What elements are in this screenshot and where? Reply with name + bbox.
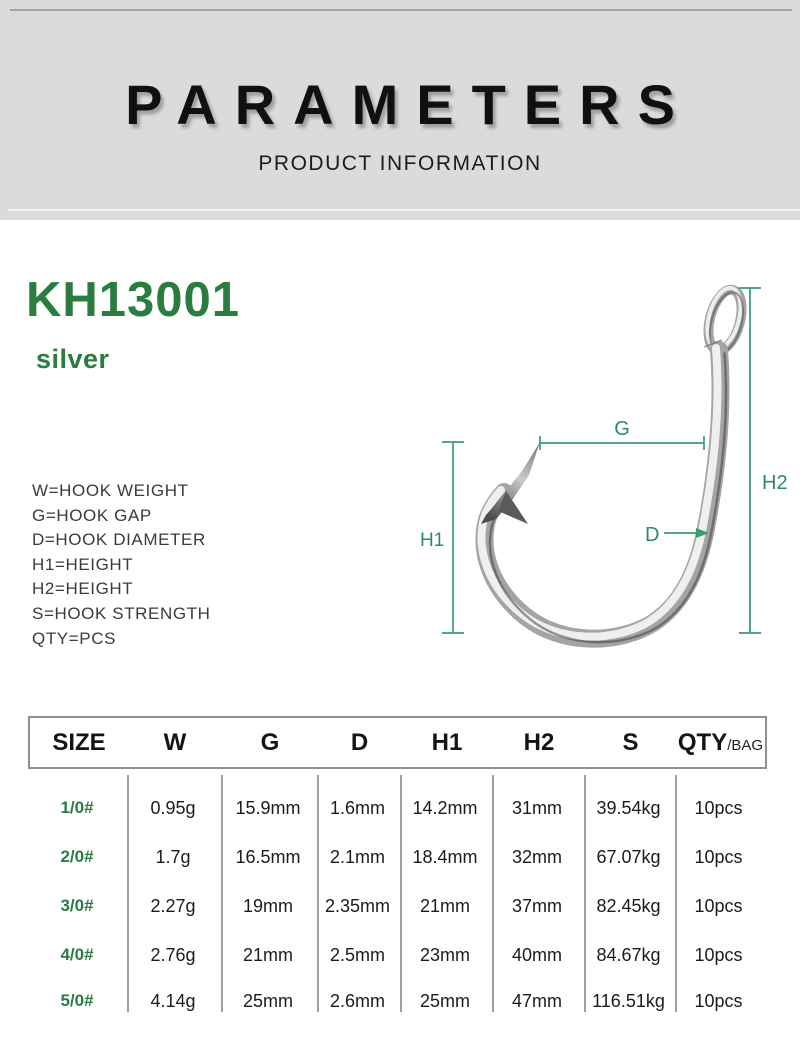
qty-cell: 10pcs (694, 944, 743, 965)
qty-per-bag-label: /BAG (727, 736, 764, 754)
col-header-h2: H2 (523, 728, 555, 756)
table-row (28, 893, 767, 919)
g-cell: 19mm (242, 895, 293, 916)
size-cell: 4/0# (60, 945, 94, 964)
col-header-g: G (260, 728, 280, 756)
col-header-qty (676, 729, 765, 757)
hook-image (420, 258, 800, 688)
col-header-h1: H1 (431, 728, 463, 756)
h1-cell: 21mm (419, 895, 470, 916)
legend-item: G=HOOK GAP (32, 505, 152, 525)
d-cell: 2.6mm (329, 990, 385, 1011)
dim-label-h1: H1 (420, 530, 445, 551)
page-subtitle: PRODUCT INFORMATION (258, 152, 542, 175)
qty-cell: 10pcs (694, 990, 743, 1011)
s-cell: 67.07kg (596, 846, 661, 867)
h1-cell: 25mm (419, 990, 470, 1011)
s-cell: 82.45kg (596, 895, 661, 916)
w-cell: 2.27g (150, 895, 196, 916)
table-row (28, 988, 767, 1014)
legend-item: H1=HEIGHT (32, 554, 134, 574)
table-row (28, 844, 767, 870)
col-header-w: W (163, 728, 187, 756)
w-cell: 2.76g (150, 944, 196, 965)
d-cell: 2.5mm (329, 944, 385, 965)
legend-item: H2=HEIGHT (32, 579, 134, 599)
d-cell: 2.1mm (329, 846, 385, 867)
col-header-s: S (622, 728, 639, 756)
w-cell: 4.14g (150, 990, 196, 1011)
h2-cell: 32mm (511, 846, 562, 867)
parameters-banner (0, 0, 800, 220)
h1-cell: 23mm (419, 944, 470, 965)
qty-label: QTY (677, 728, 728, 756)
product-finish: silver (36, 344, 110, 374)
qty-cell: 10pcs (694, 846, 743, 867)
size-cell: 2/0# (60, 847, 94, 866)
dimension-legend (32, 479, 211, 651)
s-cell: 84.67kg (596, 944, 661, 965)
w-cell: 0.95g (150, 797, 196, 818)
qty-cell: 10pcs (694, 895, 743, 916)
legend-item: S=HOOK STRENGTH (32, 603, 211, 623)
d-cell: 2.35mm (324, 895, 391, 916)
h2-cell: 37mm (511, 895, 562, 916)
s-cell: 116.51kg (592, 990, 665, 1011)
dim-label-h2: H2 (762, 472, 788, 494)
w-cell: 1.7g (155, 846, 191, 867)
banner-bottom-rule (8, 209, 800, 211)
h1-cell: 14.2mm (412, 797, 478, 818)
h2-cell: 31mm (511, 797, 562, 818)
s-cell: 39.54kg (596, 797, 661, 818)
banner-top-rule (10, 9, 792, 11)
h2-cell: 47mm (511, 990, 562, 1011)
col-header-size: SIZE (52, 728, 106, 756)
h2-cell: 40mm (511, 944, 562, 965)
table-row (28, 942, 767, 968)
qty-cell: 10pcs (694, 797, 743, 818)
g-cell: 15.9mm (235, 797, 301, 818)
hook-dimension-diagram (420, 258, 800, 688)
legend-item: W=HOOK WEIGHT (32, 481, 189, 500)
product-model: KH13001 (26, 273, 241, 327)
legend-item: D=HOOK DIAMETER (32, 530, 206, 550)
d-cell: 1.6mm (329, 797, 385, 818)
size-cell: 1/0# (60, 798, 94, 817)
table-row (28, 795, 767, 821)
h1-cell: 18.4mm (412, 846, 478, 867)
g-cell: 16.5mm (235, 846, 301, 867)
page-title: PARAMETERS (125, 73, 693, 136)
size-cell: 3/0# (60, 896, 94, 915)
col-header-d: D (350, 728, 369, 756)
g-cell: 21mm (242, 944, 293, 965)
spec-table-header (28, 716, 767, 769)
size-cell: 5/0# (60, 991, 94, 1010)
legend-item: QTY=PCS (32, 628, 117, 648)
dim-label-d: D (645, 524, 660, 546)
dim-label-g: G (614, 418, 630, 440)
g-cell: 25mm (242, 990, 293, 1011)
